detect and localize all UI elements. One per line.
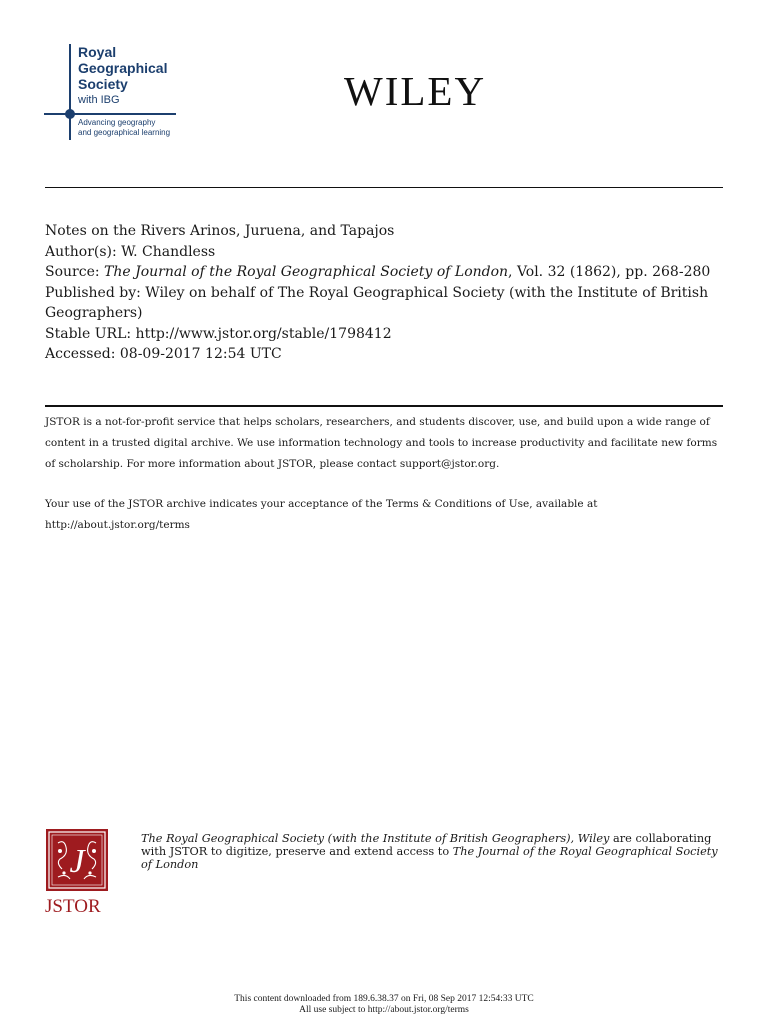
rgs-logo-tagline-line: and geographical learning	[78, 128, 171, 137]
rgs-logo-line: Royal	[78, 44, 117, 60]
article-authors	[45, 242, 725, 263]
jstor-emblem-letter: J	[69, 843, 85, 880]
source-label: Source:	[45, 264, 100, 280]
rgs-logo-dot	[65, 109, 75, 119]
terms-notice	[45, 494, 725, 536]
jstor-emblem	[46, 829, 108, 891]
accessed-value: 08-09-2017 12:54 UTC	[119, 346, 282, 362]
jstor-logo	[45, 829, 109, 921]
terms-footer: All use subject to http://about.jstor.org/terms	[299, 1005, 469, 1015]
accessed-label: Accessed:	[45, 346, 116, 362]
jstor-notice	[45, 412, 725, 475]
article-stable-url	[45, 324, 725, 345]
collaboration-middle: are collaborating with JSTOR to digitize, preserve and extend access to	[141, 832, 712, 858]
collaboration-text	[141, 832, 731, 871]
authors-label: Author(s):	[45, 243, 117, 260]
rgs-logo	[44, 44, 184, 144]
top-divider	[45, 187, 723, 188]
middle-divider	[45, 405, 723, 407]
published-label: Published by:	[45, 284, 141, 301]
rgs-logo-tagline-line: Advancing geography	[78, 118, 156, 127]
article-accessed	[45, 344, 725, 365]
collaboration-orgs: The Royal Geographical Society (with the Institute of British Geographers), Wiley	[141, 832, 610, 845]
download-notice: This content downloaded from 189.6.38.37 on Fri, 08 Sep 2017 12:54:33 UTC	[234, 994, 534, 1004]
article-title: Notes on the Rivers Arinos, Juruena, and Tapajos	[45, 223, 395, 239]
article-metadata	[45, 221, 725, 365]
published-value: Wiley on behalf of The Royal Geographical Society (with the Institute of British Geographers)	[45, 284, 709, 321]
rgs-logo-name	[78, 44, 167, 92]
jstor-wordmark: JSTOR	[45, 896, 101, 917]
stable-url-label: Stable URL:	[45, 325, 132, 342]
rgs-logo-ibg: with IBG	[78, 94, 120, 106]
terms-notice-text: Your use of the JSTOR archive indicates your acceptance of the Terms & Conditions of Use, available at http://about.jstor.org/terms	[45, 498, 598, 531]
authors-value: W. Chandless	[121, 243, 216, 260]
stable-url-link[interactable]: http://www.jstor.org/stable/1798412	[135, 325, 392, 342]
rgs-logo-horizontal-line	[44, 113, 176, 115]
article-source	[45, 262, 725, 283]
wiley-logo: WILEY	[344, 68, 487, 114]
collaboration-journal: The Journal of the Royal Geographical Society of London	[141, 845, 718, 871]
collaboration-statement	[141, 832, 731, 871]
jstor-notice-text: JSTOR is a not-for-profit service that helps scholars, researchers, and students discover, use, and build upon a wide range of content in a trusted digital archive. We use information technology and tools to increase productivity and facilitate new forms of scholarship. For more information about JSTOR, please contact support@jstor.org.	[45, 416, 718, 470]
rgs-logo-line: Geographical	[78, 60, 168, 76]
article-publisher	[45, 283, 725, 324]
rgs-logo-vertical-line	[69, 44, 71, 140]
rgs-logo-line: Society	[78, 76, 128, 92]
source-details: , Vol. 32 (1862), pp. 268-280	[508, 264, 711, 280]
rgs-logo-tagline	[78, 118, 170, 138]
source-journal: The Journal of the Royal Geographical Society of London	[104, 264, 509, 280]
jstor-emblem-icon	[46, 829, 108, 891]
